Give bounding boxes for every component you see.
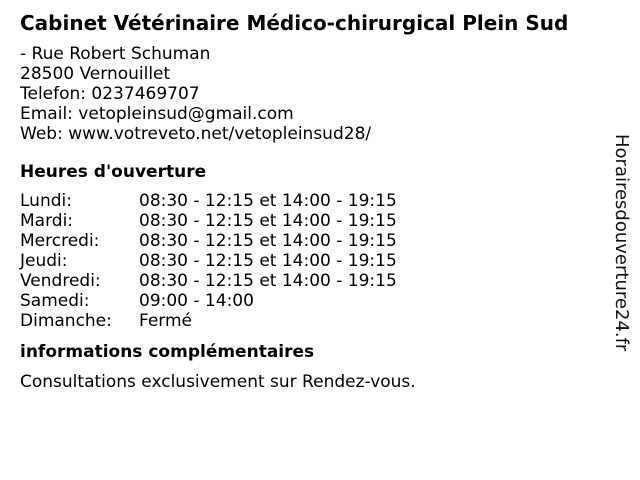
email-address: Email: vetopleinsud@gmail.com xyxy=(20,104,294,124)
hours-heading: Heures d'ouverture xyxy=(20,162,207,182)
day-label: Jeudi: xyxy=(20,251,68,271)
business-card xyxy=(20,10,600,392)
business-name: Cabinet Vétérinaire Médico-chirurgical Plein Sud xyxy=(20,11,569,35)
website-url: Web: www.votreveto.net/vetopleinsud28/ xyxy=(20,124,372,144)
day-label: Mercredi: xyxy=(20,231,100,251)
hours-row-monday xyxy=(20,191,600,211)
day-label: Dimanche: xyxy=(20,311,112,331)
day-hours: 08:30 - 12:15 et 14:00 - 19:15 xyxy=(139,251,397,271)
contact-block xyxy=(20,44,600,144)
day-hours: 08:30 - 12:15 et 14:00 - 19:15 xyxy=(139,211,397,231)
hours-row-saturday xyxy=(20,291,600,311)
day-hours: 08:30 - 12:15 et 14:00 - 19:15 xyxy=(139,191,397,211)
address-street: - Rue Robert Schuman xyxy=(20,44,211,64)
day-hours: 08:30 - 12:15 et 14:00 - 19:15 xyxy=(139,271,397,291)
hours-row-sunday xyxy=(20,311,600,331)
hours-row-wednesday xyxy=(20,231,600,251)
day-label: Vendredi: xyxy=(20,271,101,291)
hours-table xyxy=(20,191,600,331)
hours-row-friday xyxy=(20,271,600,291)
watermark-text: Horairesdouverture24.fr xyxy=(611,134,632,352)
info-heading: informations complémentaires xyxy=(20,342,315,362)
hours-row-tuesday xyxy=(20,211,600,231)
address-city: 28500 Vernouillet xyxy=(20,64,171,84)
day-hours: Fermé xyxy=(139,311,193,331)
info-text: Consultations exclusivement sur Rendez-vous. xyxy=(20,372,416,392)
day-label: Samedi: xyxy=(20,291,90,311)
hours-row-thursday xyxy=(20,251,600,271)
day-label: Lundi: xyxy=(20,191,72,211)
day-hours: 08:30 - 12:15 et 14:00 - 19:15 xyxy=(139,231,397,251)
phone-number: Telefon: 0237469707 xyxy=(20,84,200,104)
day-hours: 09:00 - 14:00 xyxy=(139,291,254,311)
day-label: Mardi: xyxy=(20,211,74,231)
